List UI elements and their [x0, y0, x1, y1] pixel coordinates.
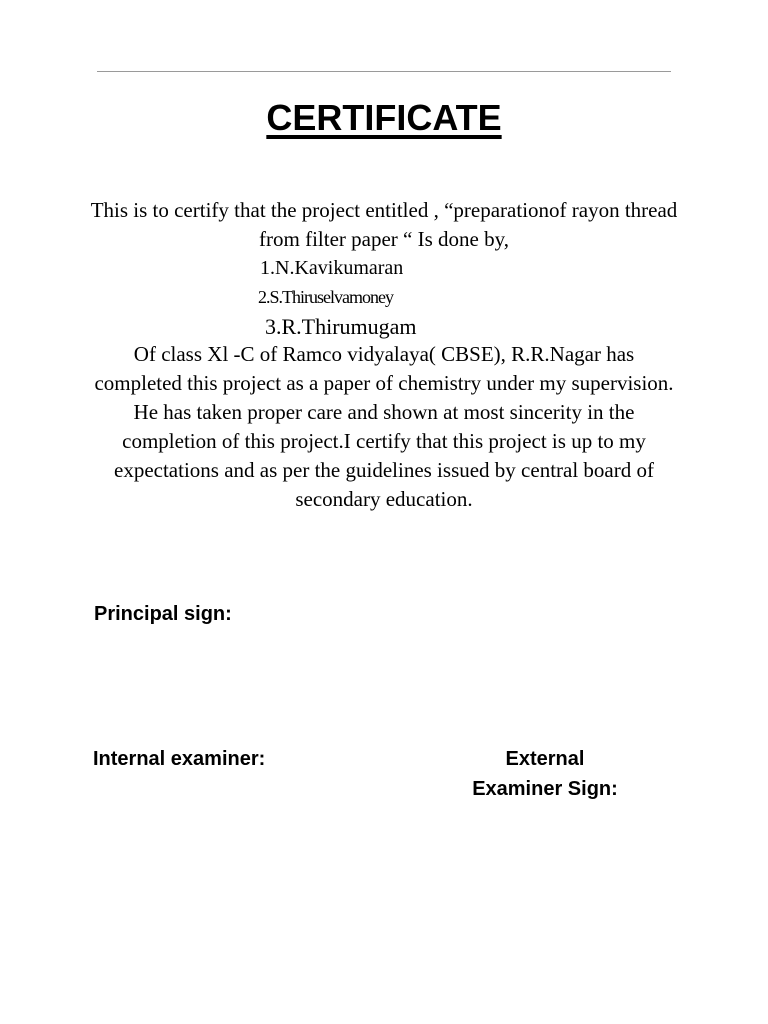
student-name-3: 3.R.Thirumugam: [265, 314, 417, 339]
external-examiner-line-2: Examiner Sign:: [472, 778, 618, 800]
certificate-intro: This is to certify that the project entitled , “preparationof rayon thread from filter paper “ Is done by,: [90, 198, 678, 251]
student-name-2: 2.S.Thiruselvamoney: [258, 287, 393, 307]
certificate-body: Of class Xl -C of Ramco vidyalaya( CBSE), R.R.Nagar has completed this project as a paper of chemistry under my supervision. He has taken proper care and shown at most sincerity in the completion of this project.I certify that this project is up to my expectations and as per the guidelines issued by central board of secondary education.: [94, 342, 674, 511]
external-examiner-line-1: External: [505, 748, 585, 770]
certificate-title-text: CERTIFICATE: [266, 97, 502, 138]
top-horizontal-rule: [97, 71, 671, 72]
external-examiner-label: [440, 744, 650, 804]
principal-sign-label: Principal sign:: [94, 603, 232, 625]
student-name-1: 1.N.Kavikumaran: [260, 257, 404, 279]
internal-examiner-label: Internal examiner:: [93, 748, 266, 770]
certificate-title: [0, 96, 768, 140]
